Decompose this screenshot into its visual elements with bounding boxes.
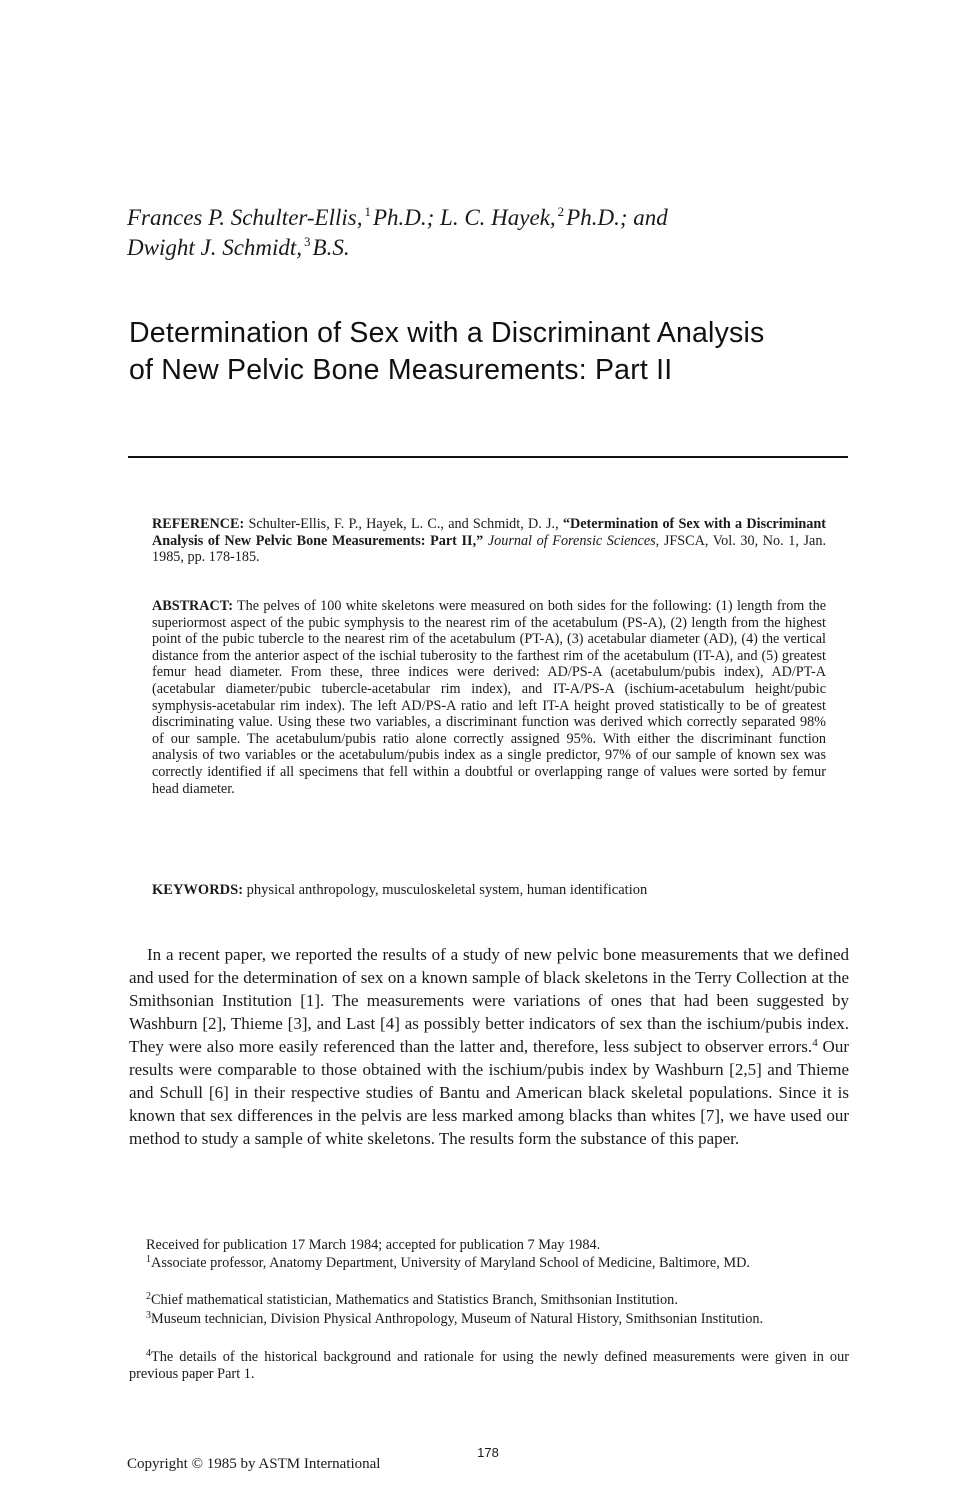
footnote-text: Museum technician, Division Physical Anthropology, Museum of Natural History, Smithsonian Institution.: [151, 1311, 764, 1327]
reference-article-title: “Determination of Sex with a Discriminant Analysis of New Pelvic Bone Measurements: Part II,”: [152, 516, 826, 549]
author-line-2: [127, 233, 887, 263]
received-note: [129, 1237, 849, 1254]
footnote-number: 3: [146, 1310, 151, 1321]
footnote-marker: 4: [812, 1037, 818, 1049]
footnote-text: The details of the historical background and rationale for using the newly defined measurements were given in our previous paper Part 1.: [129, 1349, 849, 1382]
author-line-1: [127, 203, 887, 233]
abstract-text: The pelves of 100 white skeletons were measured on both sides for the following: (1) length from the superiormost aspect of the pubic symphysis to the nearest rim of the acetabulum (PS-A), (2) length from the highest point of the pubic tubercle to the nearest rim of the acetabulum (PT-A), (3) acetabular diameter (AD), (4) the vertical distance from the anterior aspect of the ischial tuberosity to the farthest rim of the acetabulum (IT-A), and (5) greatest femur head diameter. From these, three indices were derived: AD/PS-A (acetabulum/pubis index), AD/PT-A (acetabular diameter/pubic tubercle-acetabular rim index), and IT-A/PS-A (ischium-acetabulum height/pubic symphysis-acetabular rim index). The left AD/PS-A ratio and left IT-A height proved statistically to be of greatest discriminating value. Using these two variables, a discriminant function was derived which correctly separated 98% of our sample. The acetabulum/pubis ratio alone correctly assigned 95%. With either the discriminant function analysis of two variables or the acetabulum/pubis index as a single predictor, 97% of our sample of known sex was correctly identified if all specimens that fell within a doubtful or overlapping range of values were sorted by femur head diameter.: [152, 598, 826, 797]
body-text-part-2: Our results were comparable to those obtained with the ischium/pubis index by Washburn [2,5] and Thieme and Schull [6] in their respective studies of Bantu and American black skeletal populations. Since it is known that sex differences in the pelvis are less marked among blacks than whites [7], we have used our method to study a sample of white skeletons. The results form the substance of this paper.: [129, 1037, 849, 1148]
author-name: Dwight J. Schmidt,: [127, 235, 303, 260]
reference-citation: Schulter-Ellis, F. P., Hayek, L. C., and Schmidt, D. J.,: [244, 516, 563, 532]
footnote-number: 4: [146, 1348, 151, 1359]
title-line-2: of New Pelvic Bone Measurements: Part II: [129, 354, 673, 386]
footnote-number: 2: [146, 1291, 151, 1302]
copyright-notice: Copyright © 1985 by ASTM International: [127, 1456, 381, 1472]
reference-label: REFERENCE:: [152, 516, 245, 532]
author-name: B.S.: [312, 235, 350, 260]
footnote-2: [129, 1292, 849, 1309]
footnote-4: [129, 1349, 849, 1383]
author-list: [127, 203, 887, 263]
title-line-1: Determination of Sex with a Discriminant Analysis: [129, 317, 765, 349]
keywords-text: physical anthropology, musculoskeletal system, human identification: [243, 882, 648, 898]
footnote-3: [129, 1311, 849, 1328]
abstract-block: [152, 598, 826, 797]
received-text: Received for publication 17 March 1984; accepted for publication 7 May 1984.: [146, 1237, 601, 1253]
author-name: Ph.D.; L. C. Hayek,: [372, 205, 556, 230]
body-paragraph: [129, 943, 849, 1150]
title-divider: [128, 456, 848, 458]
keywords-block: [152, 882, 826, 899]
body-text-part-1: In a recent paper, we reported the results of a study of new pelvic bone measurements that we defined and used for the determination of sex on a known sample of black skeletons in the Terry Collection at the Smithsonian Institution [1]. The measurements were variations of ones that had been suggested by Washburn [2], Thieme [3], and Last [4] as possibly better indicators of sex than the ischium/pubis index. They were also more easily referenced than the latter and, therefore, less subject to observer errors.: [129, 945, 849, 1056]
affiliation-marker: 2: [557, 204, 565, 219]
reference-details: , JFSCA, Vol. 30, No. 1, Jan. 1985, pp. 178-185.: [152, 532, 826, 566]
affiliation-marker: 1: [364, 204, 371, 219]
footnote-text: Chief mathematical statistician, Mathematics and Statistics Branch, Smithsonian Institution.: [151, 1292, 678, 1308]
reference-block: [152, 516, 826, 566]
page-number: 178: [477, 1445, 499, 1460]
footnote-text: Associate professor, Anatomy Department, University of Maryland School of Medicine, Baltimore, MD.: [151, 1255, 750, 1271]
author-name: Frances P. Schulter-Ellis,: [127, 205, 363, 230]
footnote-1: [129, 1255, 849, 1272]
reference-journal: Journal of Forensic Sciences: [483, 532, 656, 549]
paper-title: [129, 315, 929, 389]
abstract-label: ABSTRACT:: [152, 598, 233, 614]
author-name: Ph.D.; and: [566, 205, 668, 230]
footnote-number: 1: [146, 1254, 151, 1265]
keywords-label: KEYWORDS:: [152, 882, 244, 898]
affiliation-marker: 3: [304, 234, 311, 249]
